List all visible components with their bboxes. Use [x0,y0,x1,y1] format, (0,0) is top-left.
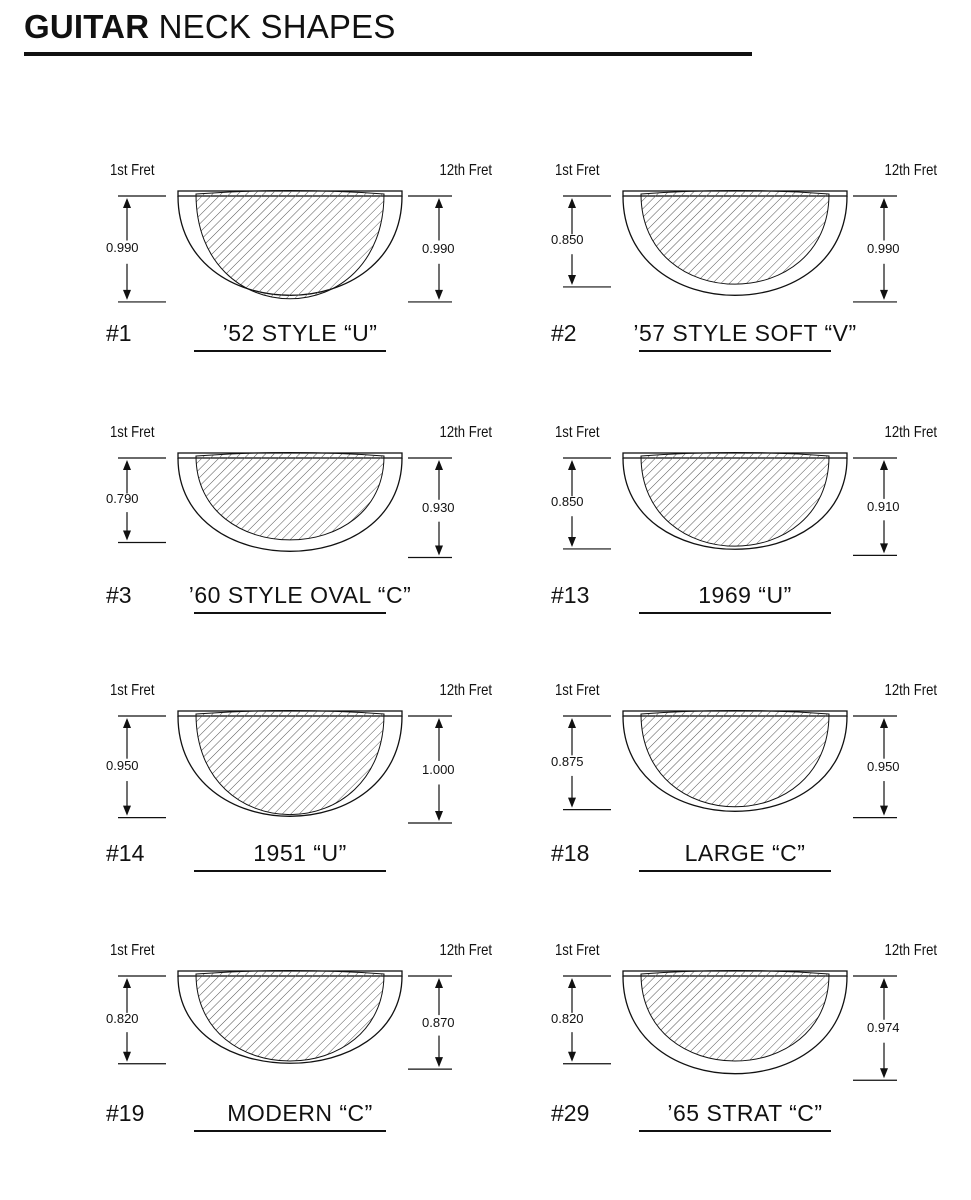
neck-shape-name: ’57 STYLE SOFT “V” [633,320,857,346]
twelfth-fret-depth-value: 1.000 [422,761,455,777]
first-fret-profile [641,711,829,807]
first-fret-profile [196,453,384,540]
twelfth-fret-label: 12th Fret [884,424,937,441]
first-fret-depth-value: 0.875 [551,753,584,769]
neck-shape-panel [545,424,945,624]
neck-shape-number: #13 [551,582,590,608]
first-fret-label: 1st Fret [110,942,155,959]
neck-shape-panel [545,942,945,1142]
neck-shape-number: #19 [106,1100,145,1126]
neck-shape-name-underline [639,612,831,614]
neck-shape-name-underline [639,350,831,352]
twelfth-fret-label: 12th Fret [439,162,492,179]
page-title [24,8,396,46]
twelfth-fret-label: 12th Fret [439,424,492,441]
twelfth-fret-label: 12th Fret [439,682,492,699]
twelfth-fret-label: 12th Fret [884,942,937,959]
first-fret-label: 1st Fret [555,682,600,699]
first-fret-label: 1st Fret [110,424,155,441]
twelfth-fret-depth-value: 0.950 [867,758,900,774]
twelfth-fret-depth-value: 0.930 [422,499,455,515]
neck-shape-name: ’60 STYLE OVAL “C” [188,582,412,608]
twelfth-fret-depth-value: 0.974 [867,1020,900,1036]
neck-shape-number: #18 [551,840,590,866]
page-title-rest: NECK SHAPES [158,8,396,45]
twelfth-fret-label: 12th Fret [884,682,937,699]
twelfth-fret-label: 12th Fret [439,942,492,959]
first-fret-profile [196,971,384,1062]
neck-shape-name-underline [194,1130,386,1132]
first-fret-profile [641,453,829,547]
neck-shape-name: MODERN “C” [227,1100,373,1126]
neck-shape-number: #3 [106,582,132,608]
first-fret-depth-value: 0.850 [551,232,584,248]
neck-shape-name-underline [194,870,386,872]
first-fret-profile [641,191,829,285]
neck-shape-number: #29 [551,1100,590,1126]
first-fret-label: 1st Fret [555,162,600,179]
neck-shape-panel [545,162,945,362]
neck-shape-panel [100,942,500,1142]
neck-shape-name-underline [194,350,386,352]
first-fret-label: 1st Fret [555,942,600,959]
title-divider [24,52,752,56]
neck-shape-panel [100,424,500,624]
first-fret-depth-value: 0.950 [106,757,139,773]
page-title-bold: GUITAR [24,8,150,45]
neck-shape-number: #1 [106,320,132,346]
neck-shape-name-underline [639,1130,831,1132]
twelfth-fret-depth-value: 0.910 [867,498,900,514]
twelfth-fret-depth-value: 0.990 [422,240,455,256]
first-fret-label: 1st Fret [110,682,155,699]
twelfth-fret-label: 12th Fret [884,162,937,179]
first-fret-depth-value: 0.790 [106,491,139,507]
first-fret-depth-value: 0.820 [106,1010,139,1026]
neck-shape-name: 1969 “U” [698,582,792,608]
first-fret-depth-value: 0.820 [551,1010,584,1026]
neck-shape-number: #2 [551,320,577,346]
neck-shape-name-underline [194,612,386,614]
first-fret-profile [641,971,829,1062]
neck-shape-panel [545,682,945,882]
neck-shape-name: ’65 STRAT “C” [667,1100,823,1126]
twelfth-fret-depth-value: 0.870 [422,1014,455,1030]
first-fret-label: 1st Fret [110,162,155,179]
neck-shape-name: 1951 “U” [253,840,347,866]
neck-shape-name: LARGE “C” [684,840,806,866]
neck-shape-name: ’52 STYLE “U” [222,320,378,346]
first-fret-depth-value: 0.990 [106,239,139,255]
first-fret-profile [196,191,384,299]
twelfth-fret-depth-value: 0.990 [867,240,900,256]
first-fret-label: 1st Fret [555,424,600,441]
neck-shape-number: #14 [106,840,145,866]
neck-shape-panel [100,162,500,362]
neck-shape-name-underline [639,870,831,872]
neck-shape-panel [100,682,500,882]
first-fret-depth-value: 0.850 [551,494,584,510]
